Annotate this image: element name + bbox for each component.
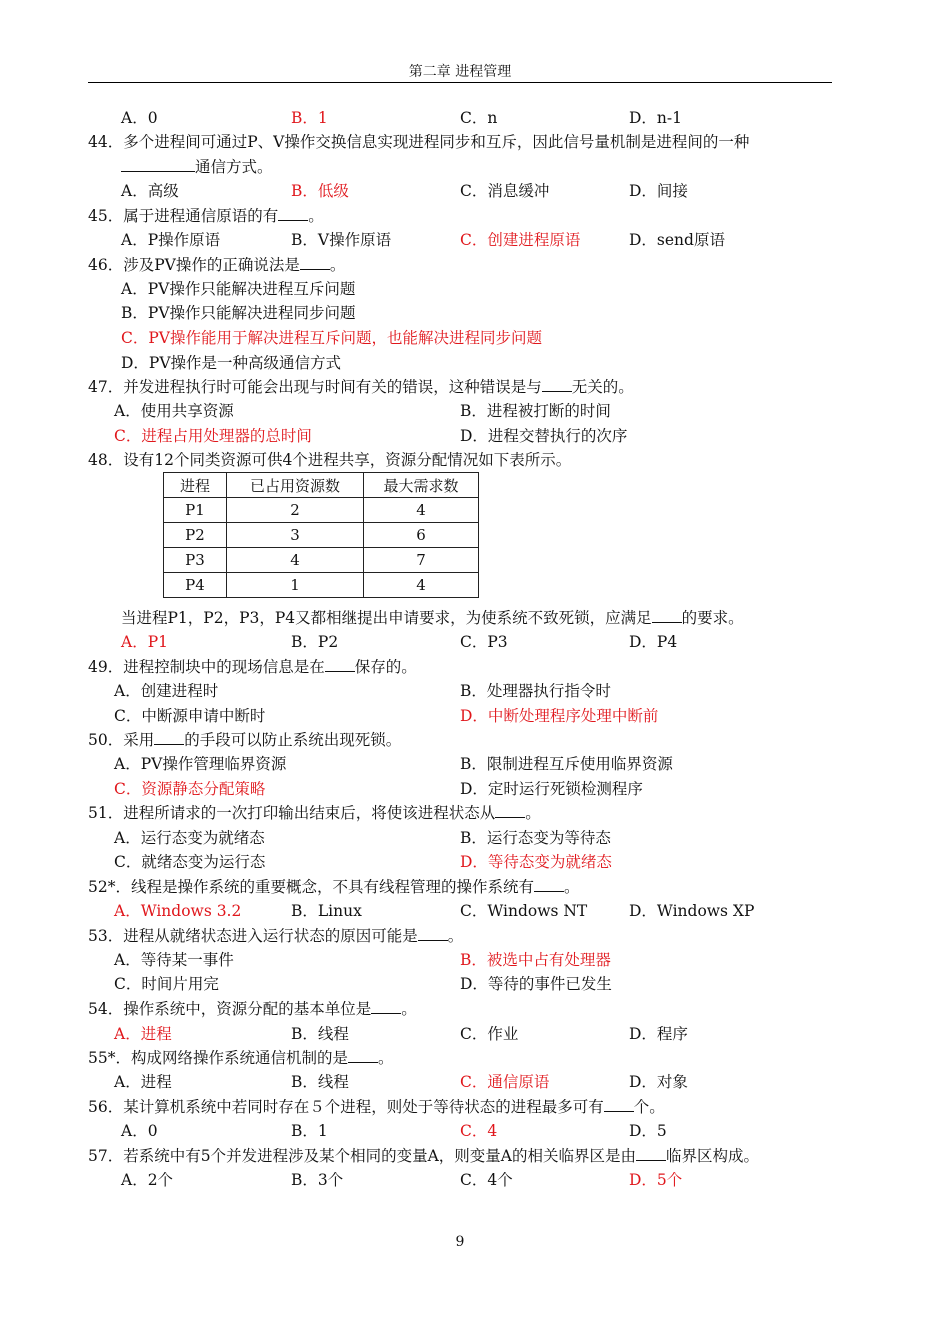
q48-option-a: A．P1 — [121, 633, 168, 651]
answer-blank — [652, 609, 682, 623]
q50-option-c: C．资源静态分配策略 — [114, 780, 266, 798]
q57-option-a: A．2个 — [121, 1171, 174, 1189]
q52-option-d: D．Windows XP — [629, 902, 755, 920]
q54-option-a: A．进程 — [114, 1025, 172, 1043]
q49-option-c: C．中断源申请中断时 — [114, 707, 266, 725]
q46-stem: 46．涉及PV操作的正确说法是 。 — [88, 256, 346, 274]
answer-blank — [534, 878, 564, 892]
header-rule — [88, 82, 832, 83]
q44-option-c: C．消息缓冲 — [460, 182, 550, 200]
answer-blank — [154, 731, 184, 745]
answer-blank — [348, 1049, 378, 1063]
q57-option-c: C．4个 — [460, 1171, 513, 1189]
table-cell: P2 — [164, 523, 227, 548]
answer-blank — [371, 1000, 401, 1014]
answer-blank — [495, 804, 525, 818]
q54-option-d: D．程序 — [629, 1025, 688, 1043]
q50-option-d: D．定时运行死锁检测程序 — [460, 780, 643, 798]
q45-option-b: B．V操作原语 — [291, 231, 392, 249]
page-number: 9 — [455, 1234, 465, 1250]
table-header-cell: 最大需求数 — [364, 473, 479, 498]
q46-option-b: B．PV操作只能解决进程同步问题 — [121, 304, 356, 322]
q53-option-d: D．等待的事件已发生 — [460, 975, 612, 993]
q53-stem: 53．进程从就绪状态进入运行状态的原因可能是 。 — [88, 927, 464, 945]
q44-stem-cont: 通信方式。 — [121, 157, 273, 177]
answer-blank — [278, 207, 308, 221]
resource-allocation-table — [163, 472, 479, 598]
q57-option-d: D．5个 — [629, 1171, 683, 1189]
q47-option-c: C．进程占用处理器的总时间 — [114, 427, 312, 445]
q48-followup: 当进程P1，P2，P3，P4又都相继提出申请要求，为使系统不致死锁，应满足 的要求。 — [121, 609, 744, 627]
table-header-cell: 进程 — [164, 473, 227, 498]
q49-option-b: B．处理器执行指令时 — [460, 682, 611, 700]
q48-option-d: D．P4 — [629, 633, 678, 651]
q52-option-c: C．Windows NT — [460, 902, 588, 920]
q50-option-a: A．PV操作管理临界资源 — [114, 755, 287, 773]
q55-option-b: B．线程 — [291, 1073, 349, 1091]
table-row — [164, 548, 479, 573]
answer-blank — [325, 658, 355, 672]
answer-blank — [300, 256, 330, 270]
q51-stem: 51．进程所请求的一次打印输出结束后，将使该进程状态从 。 — [88, 804, 541, 822]
table-row — [164, 498, 479, 523]
q53-option-c: C．时间片用完 — [114, 975, 219, 993]
q56-option-a: A．0 — [121, 1122, 158, 1140]
q44-option-b: B．低级 — [291, 182, 349, 200]
q43-option-c: C．n — [460, 109, 498, 127]
q48-stem: 48．设有12个同类资源可供4个进程共享，资源分配情况如下表所示。 — [88, 451, 572, 469]
q45-option-c: C．创建进程原语 — [460, 231, 581, 249]
q54-option-b: B．线程 — [291, 1025, 349, 1043]
q47-option-b: B．进程被打断的时间 — [460, 402, 611, 420]
q43-option-d: D．n-1 — [629, 109, 683, 127]
q51-option-b: B．运行态变为等待态 — [460, 829, 611, 847]
table-cell: 4 — [364, 573, 479, 598]
page-header-title: 第二章 进程管理 — [408, 64, 512, 80]
table-cell: 4 — [227, 548, 364, 573]
q53-option-a: A．等待某一事件 — [114, 951, 234, 969]
q48-option-c: C．P3 — [460, 633, 508, 651]
q56-option-b: B．1 — [291, 1122, 328, 1140]
q46-option-d: D．PV操作是一种高级通信方式 — [121, 354, 342, 372]
q43-option-a: A．0 — [121, 109, 158, 127]
q51-option-d: D．等待态变为就绪态 — [460, 853, 612, 871]
q51-option-a: A．运行态变为就绪态 — [114, 829, 265, 847]
q55-option-a: A．进程 — [114, 1073, 172, 1091]
q55-option-c: C．通信原语 — [460, 1073, 550, 1091]
q49-option-d: D．中断处理程序处理中断前 — [460, 707, 659, 725]
answer-blank — [604, 1098, 634, 1112]
q55-option-d: D．对象 — [629, 1073, 688, 1091]
q48-option-b: B．P2 — [291, 633, 339, 651]
q57-stem: 57．若系统中有5个并发进程涉及某个相同的变量A，则变量A的相关临界区是由 临界区构成。 — [88, 1147, 759, 1165]
q51-option-c: C．就绪态变为运行态 — [114, 853, 266, 871]
q47-option-d: D．进程交替执行的次序 — [460, 427, 628, 445]
q44-stem: 44．多个进程间可通过P、V操作交换信息实现进程同步和互斥，因此信号量机制是进程间的一种 — [88, 133, 750, 151]
q46-option-a: A．PV操作只能解决进程互斥问题 — [121, 280, 356, 298]
table-cell: 2 — [227, 498, 364, 523]
q54-option-c: C．作业 — [460, 1025, 519, 1043]
table-header-cell: 已占用资源数 — [227, 473, 364, 498]
q56-option-c: C．4 — [460, 1122, 498, 1140]
answer-blank — [542, 378, 572, 392]
q50-option-b: B．限制进程互斥使用临界资源 — [460, 755, 673, 773]
q52-option-b: B．Linux — [291, 902, 362, 920]
q44-option-a: A．高级 — [121, 182, 179, 200]
table-cell: 4 — [364, 498, 479, 523]
table-header-row — [164, 473, 479, 498]
table-cell: 6 — [364, 523, 479, 548]
table-cell: P3 — [164, 548, 227, 573]
q46-option-c: C．PV操作能用于解决进程互斥问题，也能解决进程同步问题 — [121, 329, 542, 347]
answer-blank — [418, 927, 448, 941]
q45-stem: 45．属于进程通信原语的有 。 — [88, 207, 324, 225]
q50-stem: 50．采用 的手段可以防止系统出现死锁。 — [88, 731, 402, 749]
q47-option-a: A．使用共享资源 — [114, 402, 234, 420]
q45-option-a: A．P操作原语 — [121, 231, 221, 249]
q45-option-d: D．send原语 — [629, 231, 725, 249]
q43-option-b: B．1 — [291, 109, 328, 127]
q49-stem: 49．进程控制块中的现场信息是在 保存的。 — [88, 658, 417, 676]
table-cell: 3 — [227, 523, 364, 548]
answer-blank — [121, 158, 195, 172]
q56-stem: 56．某计算机系统中若同时存在５个进程，则处于等待状态的进程最多可有 个。 — [88, 1098, 665, 1116]
q44-option-d: D．间接 — [629, 182, 688, 200]
q54-stem: 54．操作系统中，资源分配的基本单位是 。 — [88, 1000, 417, 1018]
table-cell: P4 — [164, 573, 227, 598]
q47-stem: 47．并发进程执行时可能会出现与时间有关的错误，这种错误是与 无关的。 — [88, 378, 634, 396]
table-cell: 1 — [227, 573, 364, 598]
table-row — [164, 523, 479, 548]
q56-option-d: D．5 — [629, 1122, 667, 1140]
table-cell: 7 — [364, 548, 479, 573]
q52-stem: 52*．线程是操作系统的重要概念，不具有线程管理的操作系统有 。 — [88, 878, 580, 896]
q57-option-b: B．3个 — [291, 1171, 344, 1189]
table-row — [164, 573, 479, 598]
q53-option-b: B．被选中占有处理器 — [460, 951, 611, 969]
q52-option-a: A．Windows 3.2 — [114, 902, 242, 920]
table-cell: P1 — [164, 498, 227, 523]
answer-blank — [636, 1147, 666, 1161]
q49-option-a: A．创建进程时 — [114, 682, 219, 700]
q55-stem: 55*．构成网络操作系统通信机制的是 。 — [88, 1049, 394, 1067]
